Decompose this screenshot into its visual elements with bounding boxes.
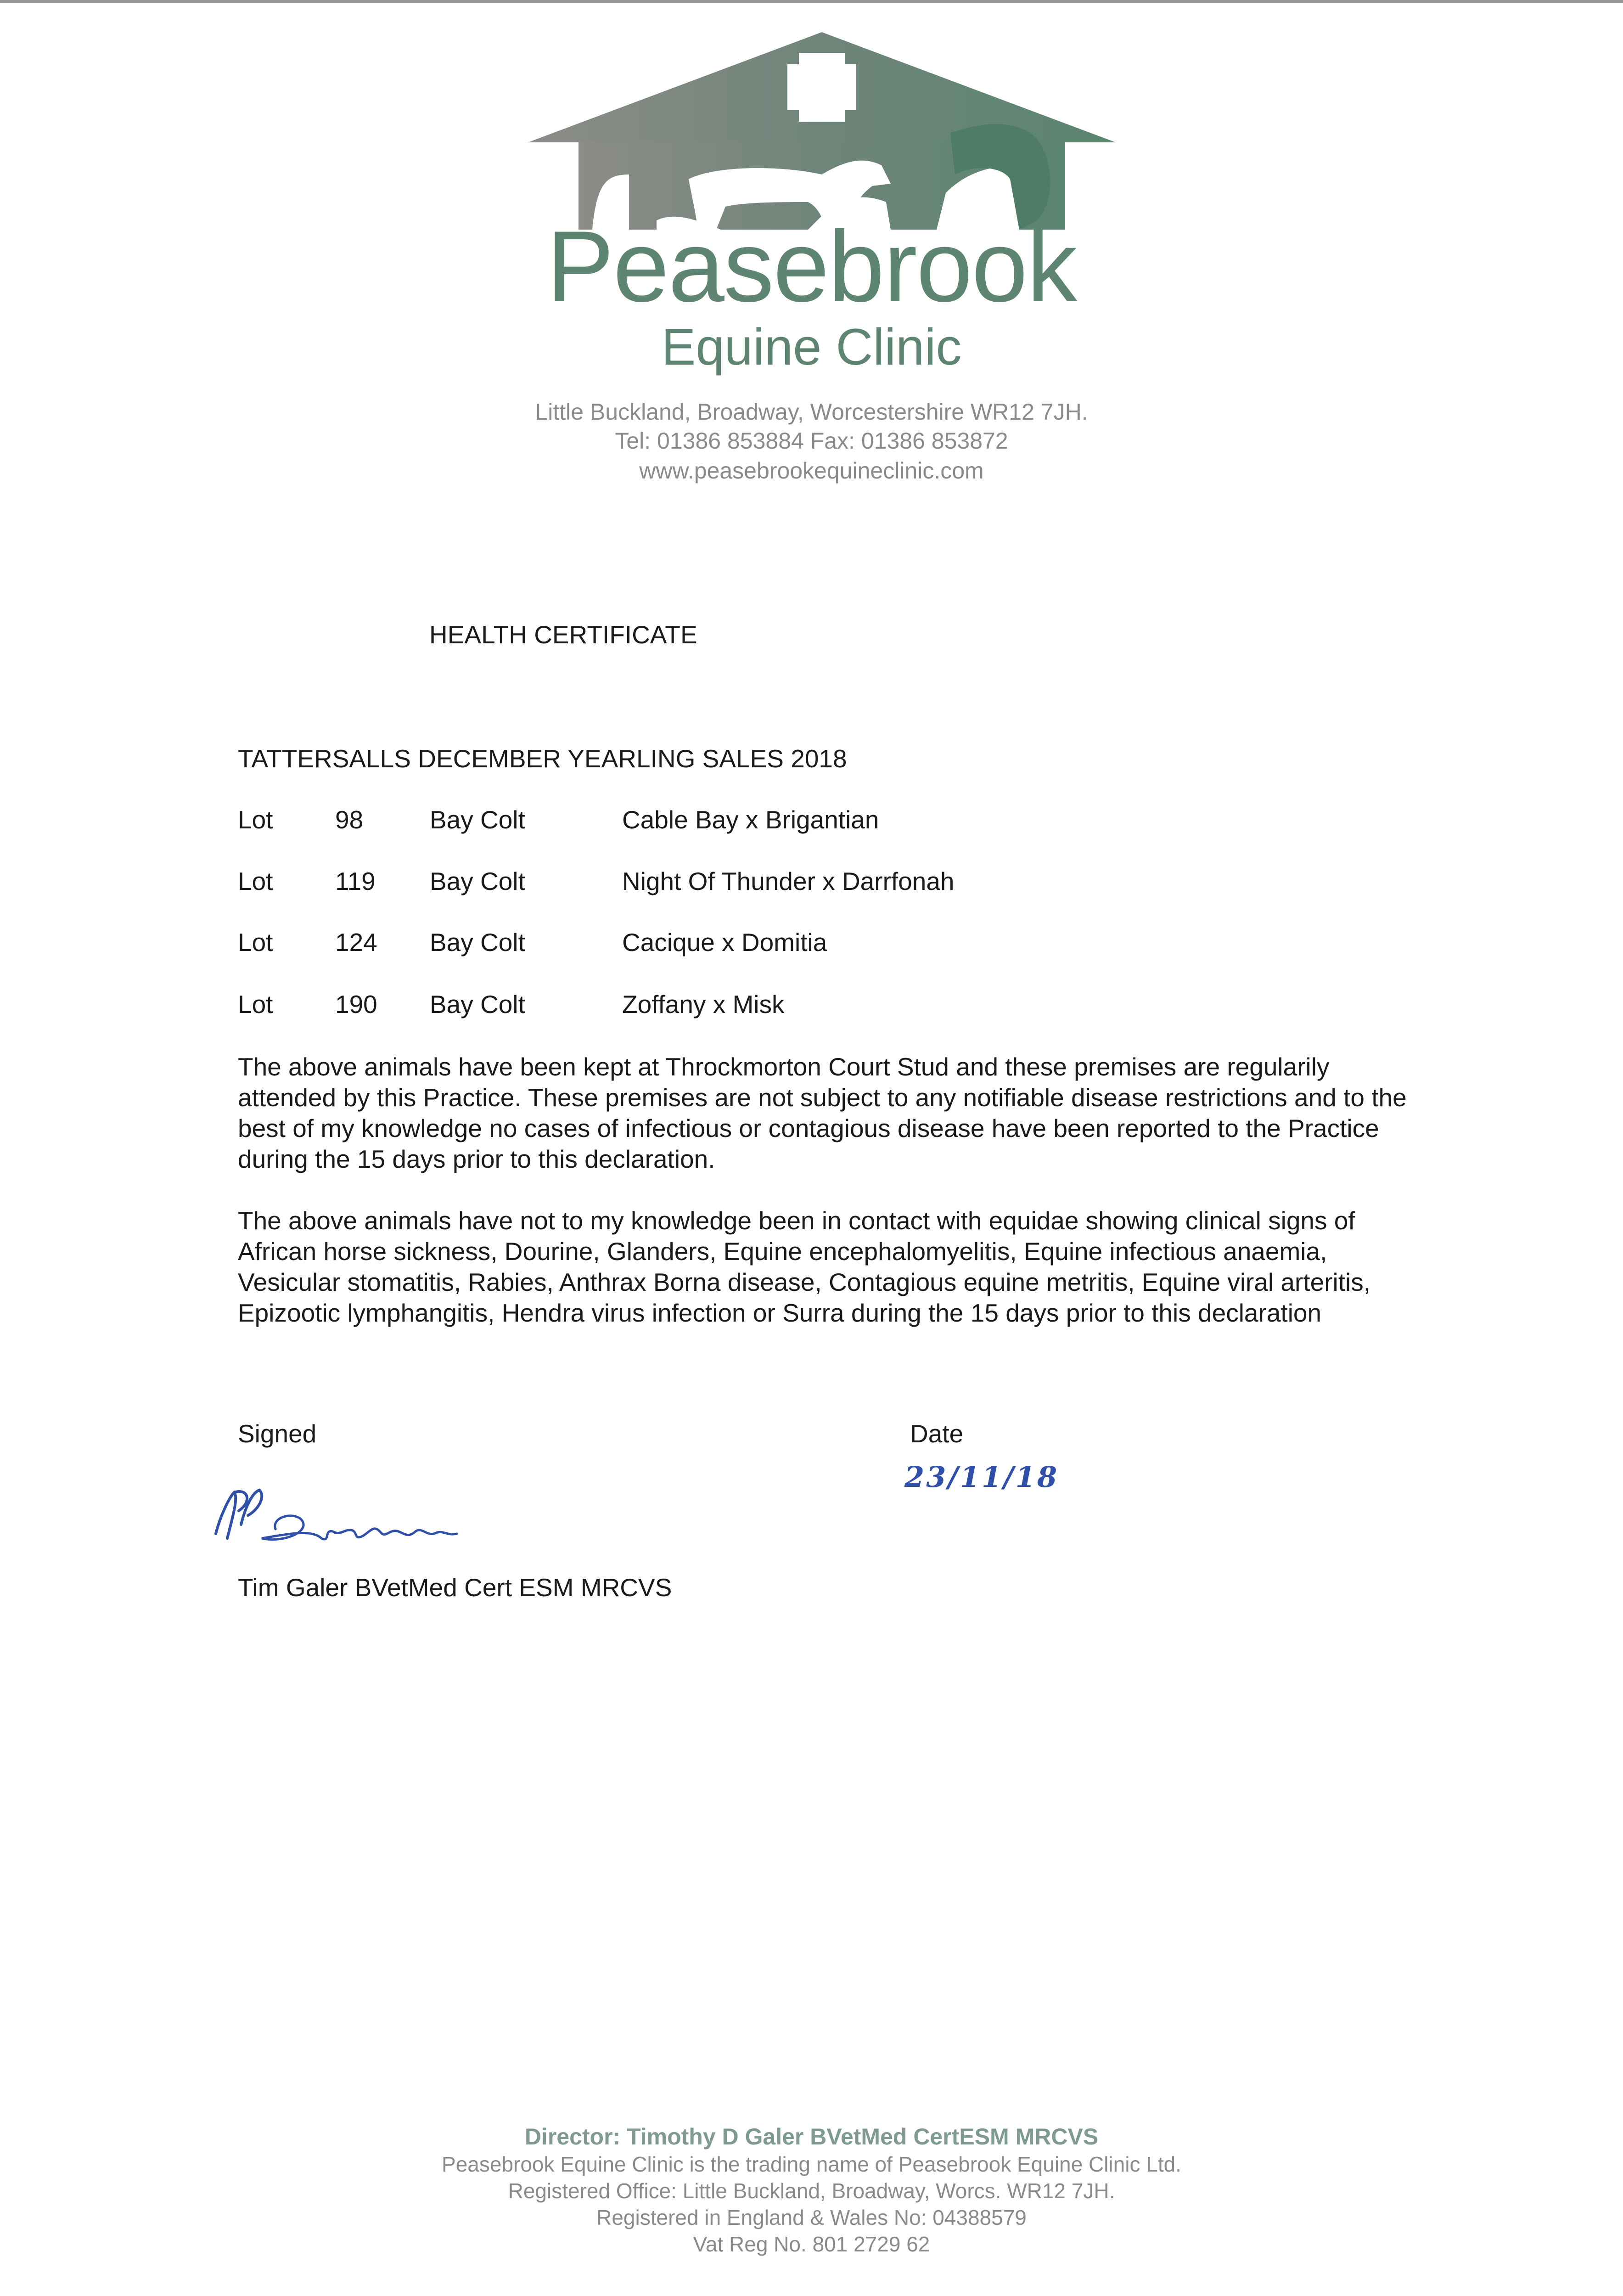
lot-label: Lot (238, 990, 273, 1019)
lot-number: 124 (335, 928, 377, 957)
footer-registration: Registered in England & Wales No: 04388579 (596, 2206, 1027, 2229)
sale-title: TATTERSALLS DECEMBER YEARLING SALES 2018 (238, 744, 847, 773)
clinic-name: Peasebrook (546, 210, 1077, 323)
signed-label: Signed (238, 1419, 317, 1448)
date-label: Date (910, 1419, 964, 1448)
lot-label: Lot (238, 805, 273, 834)
lot-pedigree: Night Of Thunder x Darrfonah (622, 867, 955, 895)
lot-type: Bay Colt (430, 990, 525, 1019)
signatory-name: Tim Galer BVetMed Cert ESM MRCVS (238, 1573, 672, 1602)
lot-row (0, 807, 1623, 839)
lot-pedigree: Cable Bay x Brigantian (622, 805, 879, 834)
lot-type: Bay Colt (430, 805, 525, 834)
clinic-house-with-horses-icon (523, 28, 1120, 239)
lot-label: Lot (238, 867, 273, 895)
lot-number: 119 (335, 867, 376, 895)
premises-declaration-paragraph: The above animals have been kept at Throckmorton Court Stud and these premises are regularily attended by this Practice. These premises are not subject to any notifiable disease restrictions and to the best of my knowledge no cases of infectious or contagious disease have been reported to the Practice during the 15 days prior to this declaration. (238, 1052, 1407, 1173)
scan-edge-line (0, 0, 1623, 3)
lot-type: Bay Colt (430, 867, 525, 895)
footer-trading-name: Peasebrook Equine Clinic is the trading name of Peasebrook Equine Clinic Ltd. (442, 2152, 1181, 2176)
clinic-website: www.peasebrookequineclinic.com (639, 458, 984, 484)
clinic-phone-fax: Tel: 01386 853884 Fax: 01386 853872 (615, 428, 1008, 454)
lot-pedigree: Cacique x Domitia (622, 928, 827, 957)
lot-number: 98 (335, 805, 364, 834)
footer-registered-office: Registered Office: Little Buckland, Broadway, Worcs. WR12 7JH. (508, 2179, 1115, 2203)
lot-row (0, 869, 1623, 901)
handwritten-date: 23/11/18 (904, 1460, 1059, 1494)
handwritten-signature (207, 1479, 464, 1561)
lot-type: Bay Colt (430, 928, 525, 957)
footer-director: Director: Timothy D Galer BVetMed CertESM MRCVS (524, 2124, 1099, 2150)
footer-vat: Vat Reg No. 801 2729 62 (693, 2232, 930, 2256)
lot-number: 190 (335, 990, 377, 1019)
lot-label: Lot (238, 928, 273, 957)
lot-row (0, 930, 1623, 962)
lot-row (0, 992, 1623, 1024)
lot-pedigree: Zoffany x Misk (622, 990, 785, 1019)
clinic-subtitle: Equine Clinic (661, 318, 962, 376)
disease-contact-paragraph: The above animals have not to my knowledge been in contact with equidae showing clinical signs of African horse sickness, Dourine, Glanders, Equine encephalomyelitis, Equine infectious anaemia, Vesicular stomatitis, Rabies, Anthrax Borna disease, Contagious equine metritis, Equine viral arteritis, Epizootic lymphangitis, Hendra virus infection or Surra during the 15 days prior to this declaration (238, 1206, 1371, 1327)
clinic-address: Little Buckland, Broadway, Worcestershire WR12 7JH. (535, 399, 1088, 425)
certificate-title: HEALTH CERTIFICATE (429, 620, 697, 649)
